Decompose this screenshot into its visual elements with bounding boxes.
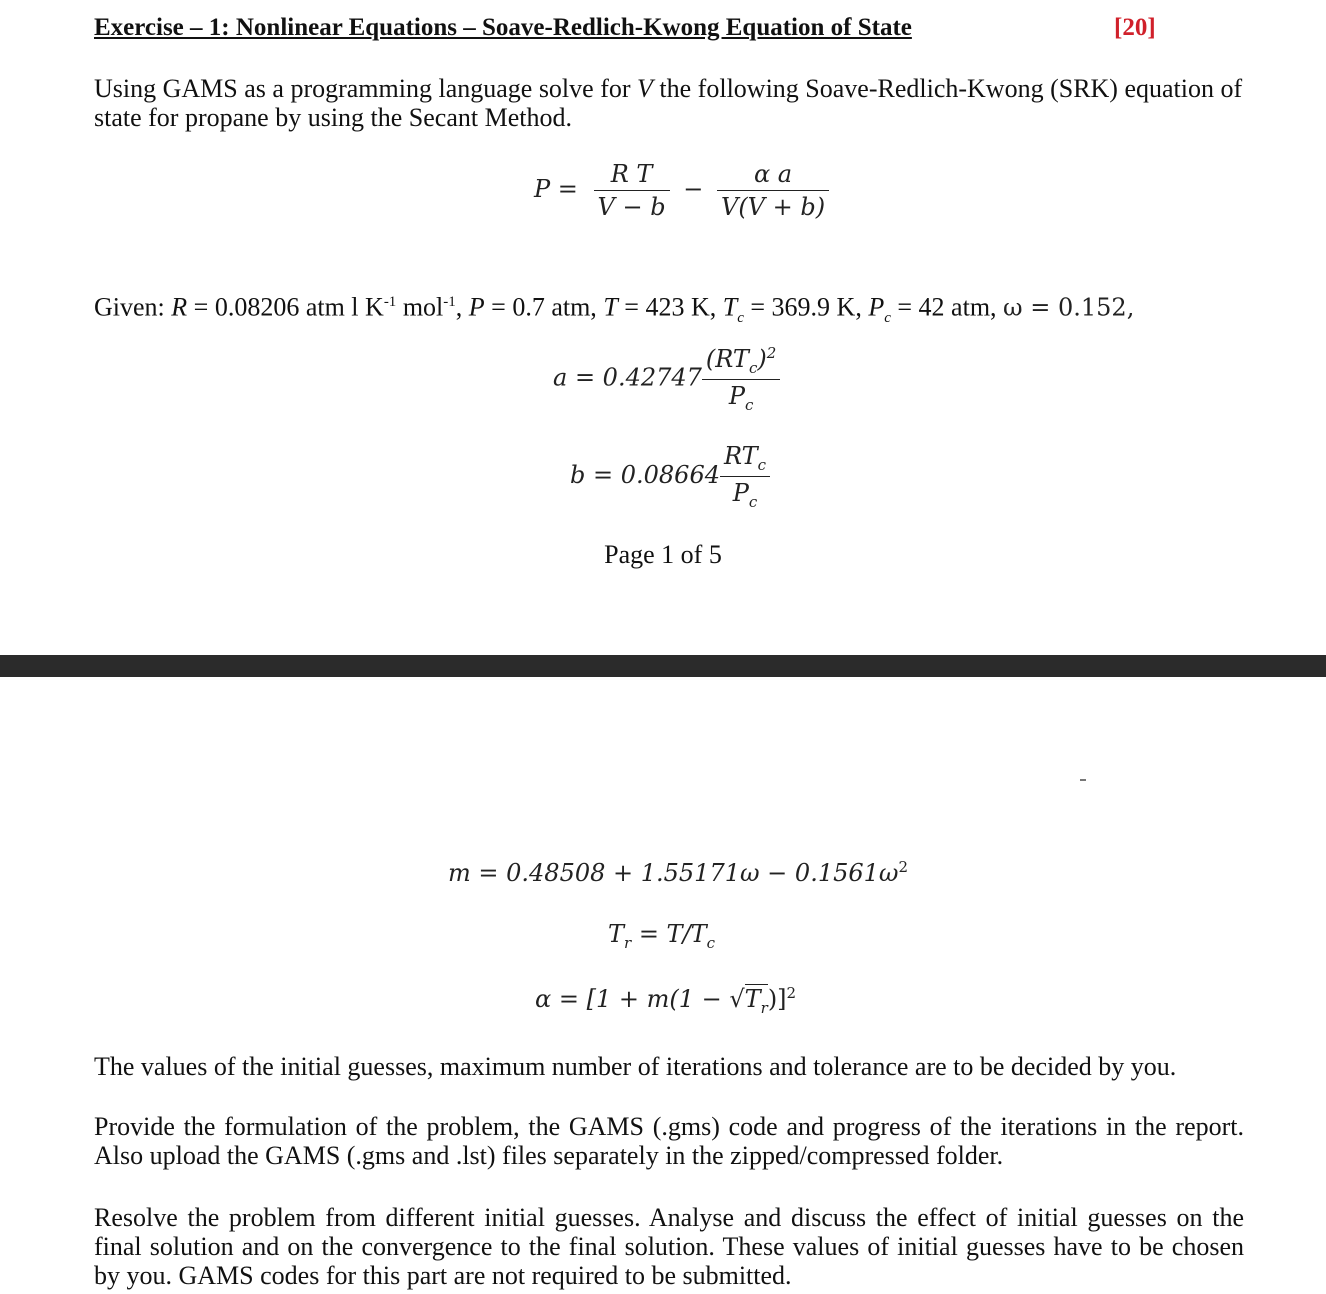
equation-a [553, 344, 780, 414]
equation-a-den-sub: c [744, 395, 754, 414]
given-r-symbol: R [171, 292, 188, 322]
srk-term2-denominator: V(V + b) [720, 193, 826, 221]
equation-alpha [535, 984, 796, 1017]
intro-prefix: Using GAMS as a programming language solve for [94, 74, 638, 103]
given-r-mid: mol [396, 292, 444, 322]
equation-b-denominator [720, 477, 770, 511]
paragraph-initial-guesses: The values of the initial guesses, maximum number of iterations and tolerance are to be decided by you. [94, 1052, 1177, 1081]
paragraph-formulation: Provide the formulation of the problem, the GAMS (.gms) code and progress of the iterations in the report. Also upload the GAMS (.gms and .lst) files separately in the zipped/compressed folder. [94, 1112, 1244, 1170]
equation-tr-lhs: T [608, 920, 625, 948]
given-label: Given: [94, 292, 172, 322]
paragraph-resolve: Resolve the problem from different initial guesses. Analyse and discuss the effect of initial guesses on the final solution and on the convergence to the final solution. These values of initial guesses have to be chosen by you. GAMS codes for this part are not required to be submitted. [94, 1203, 1244, 1290]
page-number: Page 1 of 5 [604, 540, 722, 569]
page-divider [0, 655, 1326, 677]
equation-tr [608, 920, 715, 952]
equation-a-den-text: P [728, 381, 745, 410]
given-pc-symbol: P [868, 292, 885, 322]
equation-m [448, 858, 908, 887]
equation-a-num-text: (RT [705, 345, 749, 373]
equation-tr-lhs-sub: r [624, 933, 632, 952]
equation-alpha-inner-sub: r [760, 998, 768, 1017]
equation-b-den-sub: c [748, 492, 758, 511]
given-r-value: = 0.08206 atm l K [187, 292, 384, 322]
given-t-value: = 423 K, [617, 292, 723, 322]
srk-minus: − [683, 175, 704, 203]
srk-term2 [717, 160, 829, 221]
equation-b-den-text: P [732, 478, 749, 507]
srk-lhs: P = [534, 175, 578, 203]
exercise-title: Exercise – 1: Nonlinear Equations – Soave-Redlich-Kwong Equation of State [94, 14, 912, 41]
srk-term1 [594, 160, 670, 221]
given-omega: ω = 0.152, [1003, 293, 1135, 322]
equation-a-fraction [702, 344, 780, 414]
intro-paragraph [94, 74, 1244, 132]
equation-alpha-close: )] [767, 985, 787, 1013]
equation-tr-rhs-sub: c [706, 933, 716, 952]
given-tc-subscript: c [737, 309, 744, 326]
equation-a-num-exp: 2 [766, 344, 777, 362]
given-pc-value: = 42 atm, [890, 292, 1004, 322]
srk-term1-numerator: R T [594, 160, 670, 191]
equation-a-num-close: ) [757, 345, 767, 373]
given-t-symbol: T [603, 292, 618, 322]
equation-b [570, 442, 770, 511]
equation-alpha-inner: T [744, 985, 761, 1013]
given-p-sep: , [455, 292, 469, 322]
equation-m-text: m = 0.48508 + 1.55171ω − 0.1561ω [448, 859, 899, 887]
intro-suffix: the following Soave-Redlich-Kwong (SRK) equation of state for propane by using the Secant Method. [94, 74, 1243, 132]
srk-term1-denominator: V − b [597, 193, 666, 221]
equation-tr-rhs: = T/T [631, 920, 707, 948]
marks-badge: [20] [1114, 14, 1156, 41]
equation-b-num-sub: c [757, 455, 767, 474]
equation-m-exp: 2 [898, 858, 909, 876]
equation-a-numerator [702, 344, 780, 380]
given-line [94, 288, 1244, 333]
equation-b-numerator [720, 442, 770, 477]
equation-a-num-sub: c [748, 358, 758, 377]
given-r-exp2: -1 [443, 294, 456, 310]
equation-alpha-exp: 2 [786, 984, 797, 1002]
equation-b-num-text: RT [723, 442, 758, 470]
equation-alpha-lhs: α = [1 + m(1 − √ [535, 985, 745, 1013]
given-tc-symbol: T [722, 292, 738, 322]
equation-b-fraction [720, 442, 770, 511]
srk-term2-numerator: α a [717, 160, 829, 191]
equation-b-lhs: b = 0.08664 [570, 460, 720, 489]
equation-alpha-radicand [744, 984, 768, 1017]
given-r-exp1: -1 [383, 294, 397, 310]
srk-equation [534, 160, 829, 221]
equation-a-denominator [702, 380, 780, 414]
equation-a-lhs: a = 0.42747 [553, 363, 702, 392]
given-tc-value: = 369.9 K, [743, 292, 869, 322]
intro-variable: V [637, 74, 653, 103]
stray-dash-mark [1080, 779, 1086, 781]
given-pc-subscript: c [884, 309, 891, 326]
given-p-value: = 0.7 atm, [484, 292, 604, 322]
given-p-symbol: P [468, 292, 485, 322]
